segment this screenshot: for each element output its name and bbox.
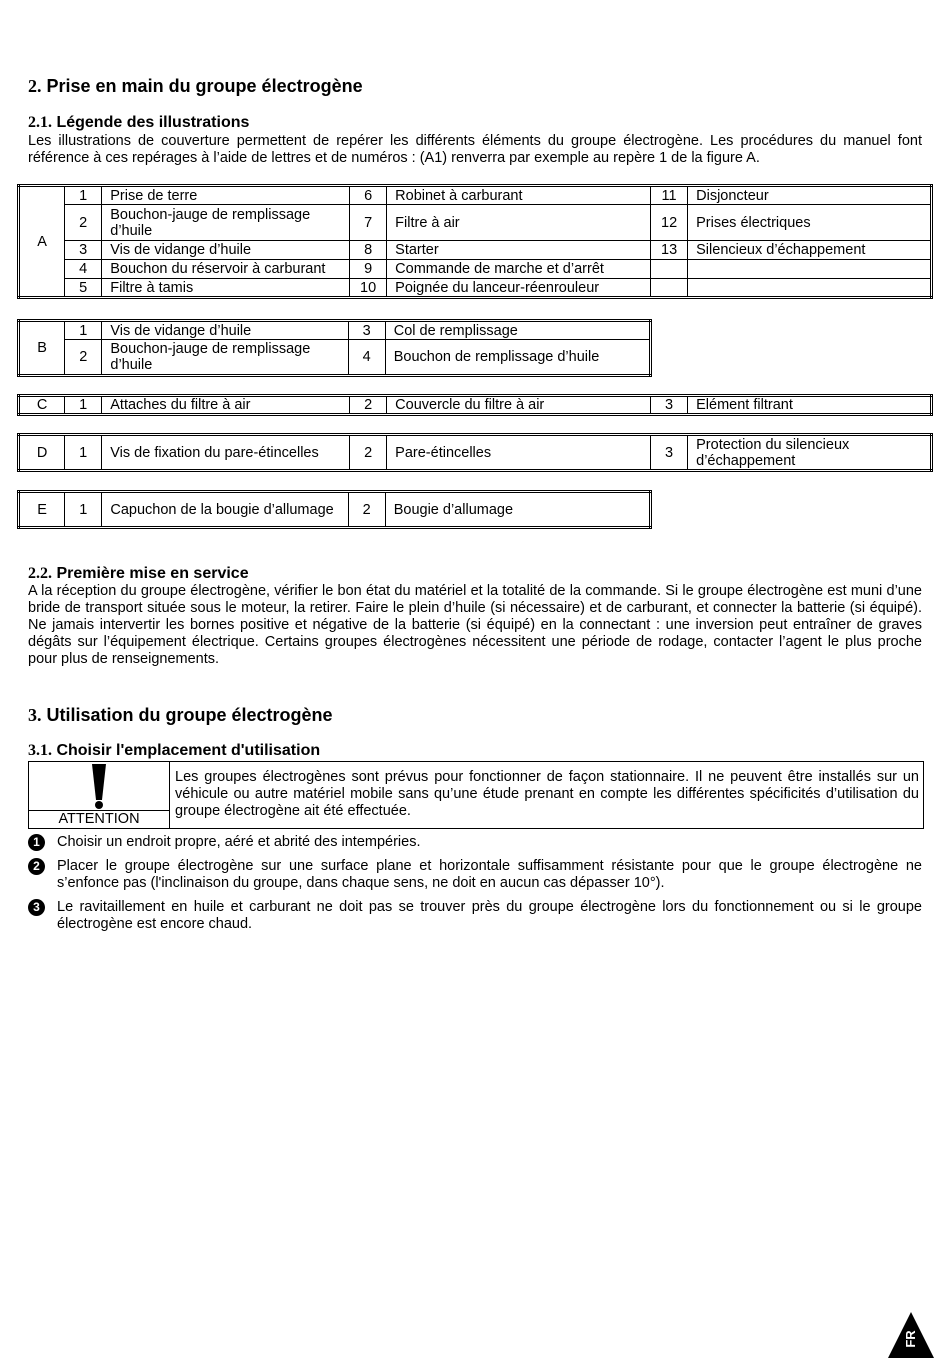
legend-table-d <box>17 433 933 472</box>
table-row <box>19 396 932 415</box>
warning-icon-cell <box>29 762 170 828</box>
item-number: 2 <box>65 205 102 241</box>
numbered-bullet-icon: 2 <box>28 858 45 875</box>
first-use-paragraph: A la réception du groupe électrogène, vérifier le bon état du matériel et la totalité de la commande. Si le groupe électrogène est muni d’une bride de transport située sous le moteur, la retirer. Faire le plein d’huile (si nécessaire) et de carburant, et connecter la batterie (si équipé). Ne jamais intervertir les bornes positive et négative de la batterie (si équipé) en la connectant : une inversion peut entraîner de graves dégâts sur l’équipement électrique. Certains groupes électrogènes nécessitent une période de rodage, contacter l’agent le plus proche pour plus de renseignements. <box>28 583 922 667</box>
item-label: Capuchon de la bougie d’allumage <box>102 492 348 528</box>
subsection-title: Choisir l'emplacement d'utilisation <box>56 742 321 759</box>
item-label: Vis de vidange d’huile <box>102 241 350 260</box>
legend-table-c <box>17 394 933 416</box>
table-row <box>19 321 651 340</box>
item-label: Bougie d’allumage <box>385 492 650 528</box>
subsection-2-1-heading <box>28 114 249 132</box>
item-number: 4 <box>348 340 385 376</box>
subsection-3-1-heading <box>28 742 320 760</box>
table-row <box>19 205 932 241</box>
item-number: 13 <box>651 241 688 260</box>
language-badge: FR <box>903 1330 918 1348</box>
legend-table-e <box>17 490 652 529</box>
item-number: 12 <box>651 205 688 241</box>
item-label <box>688 279 932 298</box>
item-label: Prises électriques <box>688 205 932 241</box>
item-label <box>688 260 932 279</box>
warning-box <box>28 761 924 829</box>
figure-key: E <box>19 492 65 528</box>
list-item-text: Choisir un endroit propre, aéré et abrité des intempéries. <box>57 834 421 850</box>
table-row <box>19 186 932 205</box>
table-row <box>19 435 932 471</box>
figure-key: D <box>19 435 65 471</box>
subsection-title: Première mise en service <box>56 565 249 582</box>
item-number: 1 <box>65 435 102 471</box>
item-number: 5 <box>65 279 102 298</box>
subsection-number: 2.2. <box>28 565 52 582</box>
item-number: 2 <box>350 396 387 415</box>
section-title: Prise en main du groupe électrogène <box>46 76 363 96</box>
item-number: 1 <box>65 321 102 340</box>
table-row <box>19 260 932 279</box>
item-number: 3 <box>65 241 102 260</box>
item-number: 3 <box>651 435 688 471</box>
subsection-number: 3.1. <box>28 742 52 759</box>
item-number: 1 <box>65 186 102 205</box>
numbered-bullet-icon: 1 <box>28 834 45 851</box>
numbered-bullet-icon: 3 <box>28 899 45 916</box>
item-number: 1 <box>65 492 102 528</box>
item-number: 2 <box>350 435 387 471</box>
item-number: 1 <box>65 396 102 415</box>
item-label: Protection du silencieux d’échappement <box>688 435 932 471</box>
item-number: 11 <box>651 186 688 205</box>
item-label: Bouchon-jauge de remplissage d’huile <box>102 205 350 241</box>
list-item-text: Le ravitaillement en huile et carburant ne doit pas se trouver près du groupe électrogène lors du fonctionnement ou si le groupe électrogène est encore chaud. <box>57 899 922 932</box>
legend-intro-paragraph: Les illustrations de couverture permettent de repérer les différents éléments du groupe électrogène. Les procédures du manuel font référence à ces repérages à l’aide de lettres et de numéros : (A1) renverra par exemple au repère 1 de la figure A. <box>28 133 922 166</box>
section-3-heading <box>28 705 333 726</box>
item-number: 2 <box>65 340 102 376</box>
section-title: Utilisation du groupe électrogène <box>46 705 333 725</box>
item-label: Attaches du filtre à air <box>102 396 350 415</box>
item-label: Couvercle du filtre à air <box>387 396 651 415</box>
item-label: Filtre à tamis <box>102 279 350 298</box>
section-number: 2. <box>28 76 42 96</box>
item-label: Bouchon de remplissage d’huile <box>385 340 650 376</box>
item-label: Vis de fixation du pare-étincelles <box>102 435 350 471</box>
legend-table-b <box>17 319 652 377</box>
item-number: 6 <box>350 186 387 205</box>
item-label: Starter <box>387 241 651 260</box>
item-label: Bouchon du réservoir à carburant <box>102 260 350 279</box>
item-number: 10 <box>350 279 387 298</box>
item-number: 3 <box>651 396 688 415</box>
subsection-2-2-heading <box>28 565 249 583</box>
figure-key: C <box>19 396 65 415</box>
exclamation-icon <box>29 762 169 810</box>
subsection-title: Légende des illustrations <box>56 114 250 131</box>
triangle-language-icon <box>886 1310 936 1360</box>
table-row <box>19 492 651 528</box>
item-label: Robinet à carburant <box>387 186 651 205</box>
item-number <box>651 260 688 279</box>
warning-label: ATTENTION <box>29 810 169 828</box>
item-label: Vis de vidange d’huile <box>102 321 348 340</box>
table-row <box>19 279 932 298</box>
item-label: Filtre à air <box>387 205 651 241</box>
item-number: 3 <box>348 321 385 340</box>
item-label: Col de remplissage <box>385 321 650 340</box>
item-label: Bouchon-jauge de remplissage d’huile <box>102 340 348 376</box>
table-row <box>19 241 932 260</box>
item-label: Prise de terre <box>102 186 350 205</box>
item-label: Poignée du lanceur-réenrouleur <box>387 279 651 298</box>
legend-table-a <box>17 184 933 299</box>
item-label: Elément filtrant <box>688 396 932 415</box>
warning-text: Les groupes électrogènes sont prévus pour fonctionner de façon stationnaire. Il ne peuvent être installés sur un véhicule ou autre matériel mobile sans qu’une étude prenant en compte les différentes spécificités d’utilisation du groupe électrogène ait été effectuée. <box>175 769 919 819</box>
item-number <box>651 279 688 298</box>
section-number: 3. <box>28 705 42 725</box>
item-label: Disjoncteur <box>688 186 932 205</box>
item-number: 2 <box>348 492 385 528</box>
table-row <box>19 340 651 376</box>
item-number: 4 <box>65 260 102 279</box>
figure-key: A <box>19 186 65 298</box>
subsection-number: 2.1. <box>28 114 52 131</box>
item-label: Pare-étincelles <box>387 435 651 471</box>
item-label: Silencieux d’échappement <box>688 241 932 260</box>
item-label: Commande de marche et d’arrêt <box>387 260 651 279</box>
section-2-heading <box>28 76 363 97</box>
list-item-text: Placer le groupe électrogène sur une surface plane et horizontale suffisamment résistante pour que le groupe électrogène ne s’enfonce pas (l'inclinaison du groupe, dans chaque sens, ne doit en aucun cas dépasser 10°). <box>57 858 922 891</box>
figure-key: B <box>19 321 65 376</box>
item-number: 8 <box>350 241 387 260</box>
item-number: 7 <box>350 205 387 241</box>
item-number: 9 <box>350 260 387 279</box>
